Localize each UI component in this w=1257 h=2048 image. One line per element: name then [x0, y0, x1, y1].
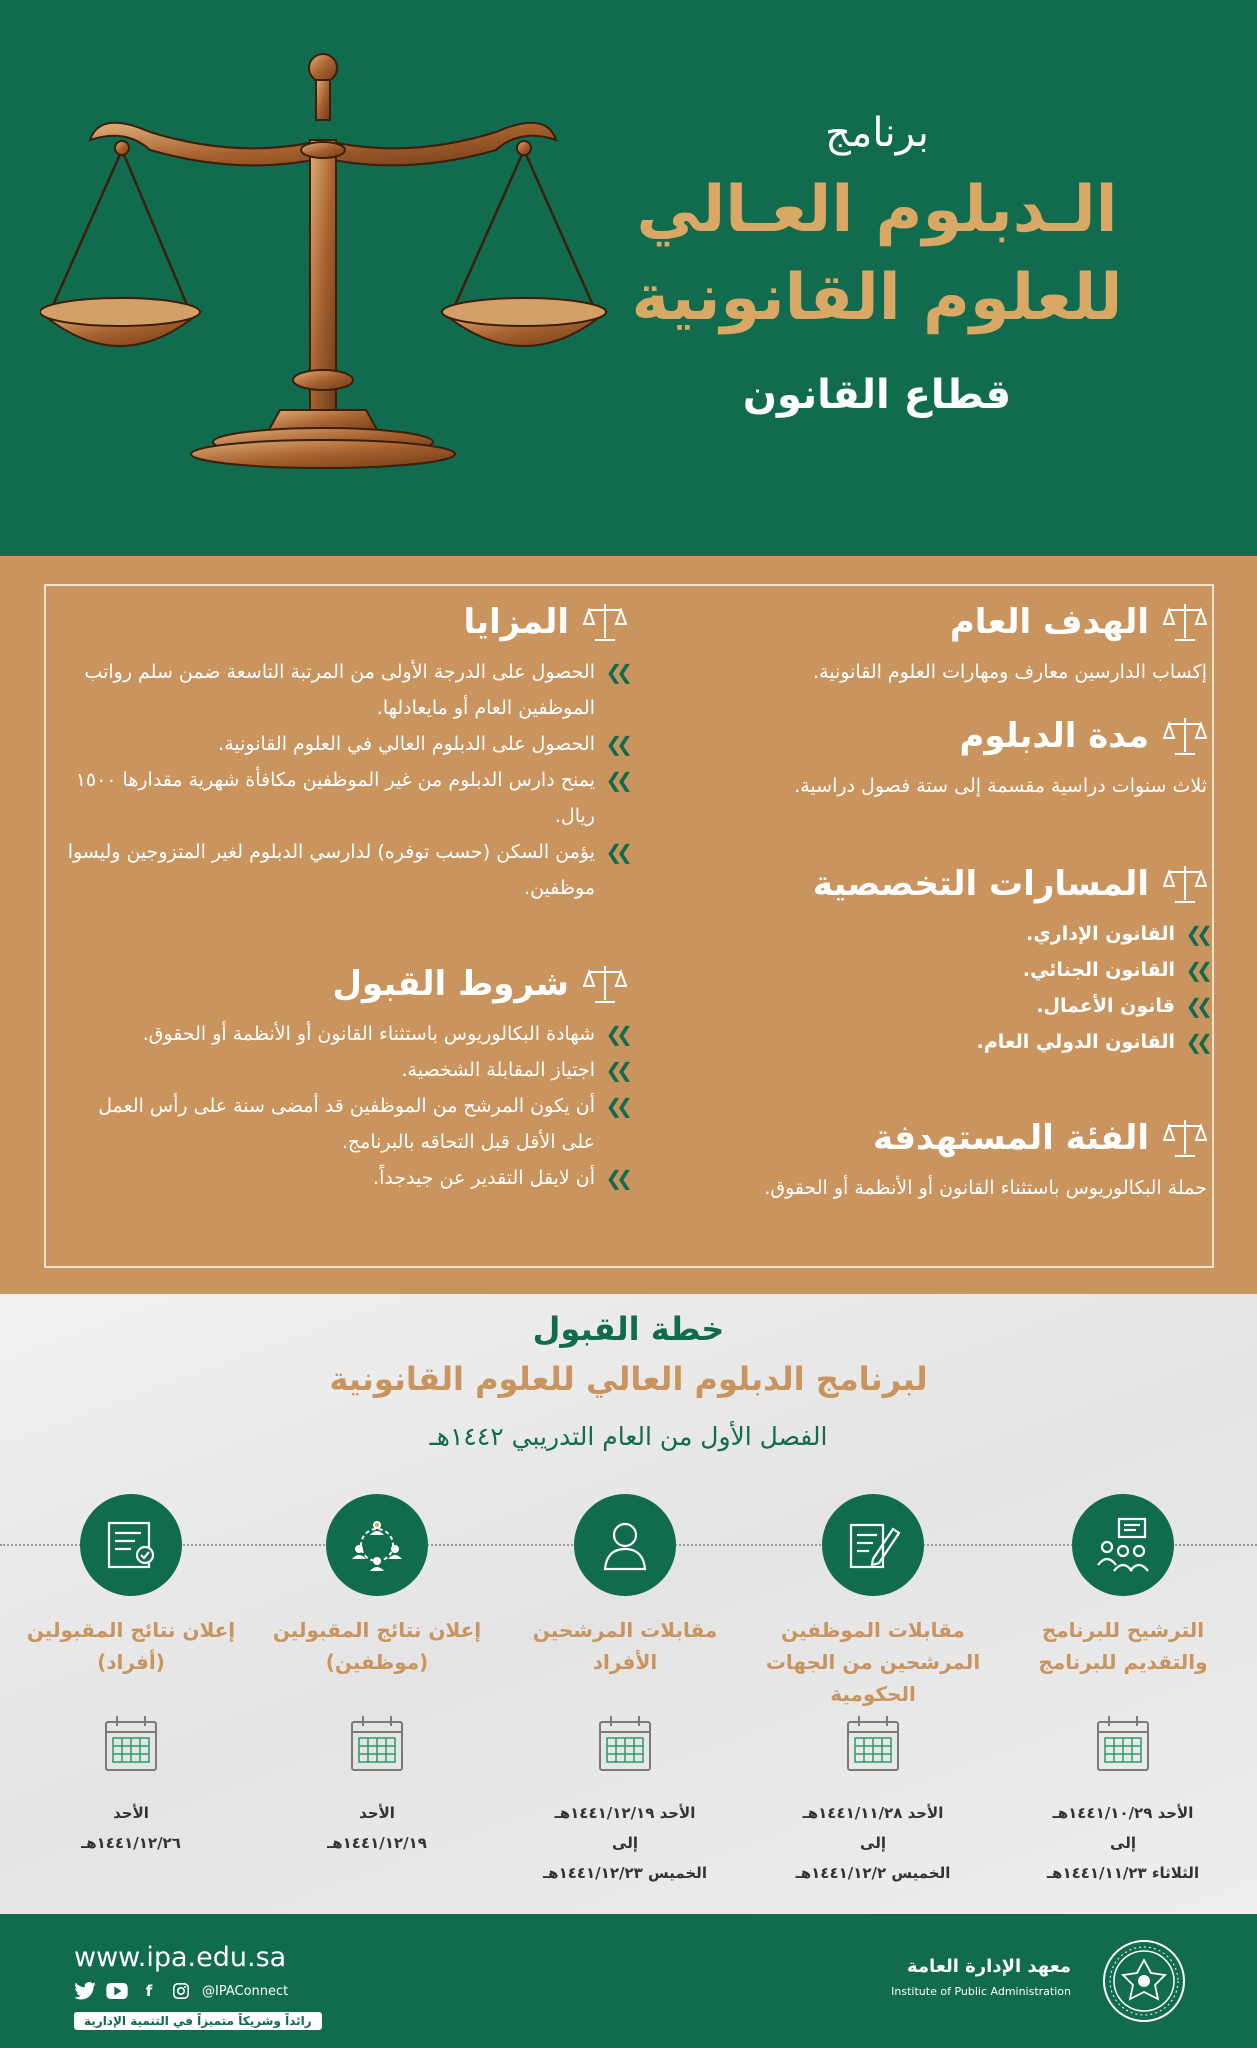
ipa-logo-icon	[1101, 1938, 1187, 2024]
list-item: ❯❯ يمنح دارس الدبلوم من غير الموظفين مكافأة شهرية مقدارها ١٥٠٠ ريال.	[67, 762, 627, 834]
double-chevron-icon: ❯❯	[605, 1022, 627, 1046]
double-chevron-icon: ❯❯	[1185, 958, 1207, 982]
website-link[interactable]: www.ipa.edu.sa	[74, 1942, 287, 1973]
step-icon-circle	[1072, 1494, 1174, 1596]
twitter-icon[interactable]	[74, 1982, 96, 2000]
admission-section	[67, 958, 627, 1196]
list-item: ❯❯ القانون الجنائي.	[667, 952, 1207, 988]
plan-step	[252, 1494, 502, 1858]
step-date: الأحد ١٤٤١/١٢/٢٦هـ	[81, 1804, 181, 1852]
plan-title: خطة القبول	[532, 1310, 725, 1348]
list-item: ❯❯ الحصول على الدرجة الأولى من المرتبة التاسعة ضمن سلم رواتب الموظفين العام أو مايعادلها.	[67, 654, 627, 726]
duration-title: مدة الدبلوم	[959, 716, 1149, 756]
step-icon-circle	[326, 1494, 428, 1596]
social-handle[interactable]: @IPAConnect	[202, 1983, 289, 1999]
list-item: ❯❯ أن لايقل التقدير عن جيدجداً.	[67, 1160, 627, 1196]
scale-icon	[583, 600, 627, 644]
presentation-group-icon	[1093, 1515, 1153, 1575]
benefits-section	[67, 596, 627, 906]
list-item: ❯❯ أن يكون المرشح من الموظفين قد أمضى سنة على رأس العمل على الأقل قبل التحاقه بالبرنامج.	[67, 1088, 627, 1160]
step-date: الأحد ١٤٤١/١١/٢٨هـ إلى الخميس ١٤٤١/١٢/٢هـ	[795, 1804, 951, 1882]
step-label: مقابلات الموظفين المرشحين من الجهات الحكومية	[765, 1618, 981, 1706]
goal-title: الهدف العام	[949, 602, 1149, 642]
calendar-icon	[103, 1714, 159, 1774]
institute-name	[891, 1956, 1071, 1998]
step-label: إعلان نتائج المقبولين (أفراد)	[26, 1618, 236, 1674]
double-chevron-icon: ❯❯	[605, 1094, 627, 1118]
double-chevron-icon: ❯❯	[1185, 994, 1207, 1018]
step-date: الأحد ١٤٤١/١٢/١٩هـ	[327, 1804, 427, 1852]
step-label: الترشيح للبرنامج والتقديم للبرنامج	[1038, 1618, 1208, 1674]
double-chevron-icon: ❯❯	[605, 840, 627, 864]
goal-text: إكساب الدارسين معارف ومهارات العلوم القانونية.	[813, 661, 1207, 683]
double-chevron-icon: ❯❯	[605, 732, 627, 756]
social-links	[74, 1982, 288, 2000]
step-date: الأحد ١٤٤١/١٢/١٩هـ إلى الخميس ١٤٤١/١٢/٢٣هـ	[543, 1804, 707, 1882]
justice-scale-icon	[40, 50, 620, 490]
certificate-icon	[101, 1515, 161, 1575]
admission-title: شروط القبول	[332, 964, 569, 1004]
step-label: مقابلات المرشحين الأفراد	[532, 1618, 718, 1674]
tracks-section	[667, 858, 1207, 1060]
double-chevron-icon: ❯❯	[605, 1058, 627, 1082]
scale-icon	[1163, 714, 1207, 758]
admission-plan-section	[0, 1294, 1257, 1914]
scale-icon	[583, 962, 627, 1006]
plan-step	[998, 1494, 1248, 1888]
double-chevron-icon: ❯❯	[1185, 922, 1207, 946]
double-chevron-icon: ❯❯	[1185, 1030, 1207, 1054]
list-item: ❯❯ القانون الإداري.	[667, 916, 1207, 952]
info-column-left	[67, 596, 627, 1276]
plan-subtitle: لبرنامج الدبلوم العالي للعلوم القانونية	[329, 1360, 928, 1398]
list-item: ❯❯ شهادة البكالوريوس باستثناء القانون أو الأنظمة أو الحقوق.	[67, 1016, 627, 1052]
plan-semester: الفصل الأول من العام التدريبي ١٤٤٢هـ	[429, 1422, 828, 1451]
plan-step	[748, 1494, 998, 1888]
admission-list	[67, 1016, 627, 1196]
calendar-icon	[845, 1714, 901, 1774]
footer	[0, 1914, 1257, 2048]
benefits-title: المزايا	[463, 602, 569, 642]
document-pen-icon	[843, 1515, 903, 1575]
scale-icon	[1163, 600, 1207, 644]
list-item: ❯❯ القانون الدولي العام.	[667, 1024, 1207, 1060]
plan-step	[500, 1494, 750, 1888]
tagline-badge: رائداً وشريكاً متميزاً في التنمية الإدارية	[74, 2012, 322, 2030]
list-item: ❯❯ قانون الأعمال.	[667, 988, 1207, 1024]
scale-icon	[1163, 1116, 1207, 1160]
person-icon	[595, 1515, 655, 1575]
program-label: برنامج	[825, 110, 929, 156]
info-section	[0, 556, 1257, 1294]
target-title: الفئة المستهدفة	[873, 1118, 1149, 1158]
list-item: ❯❯ اجتياز المقابلة الشخصية.	[67, 1052, 627, 1088]
main-title-line2: للعلوم القانونية	[631, 261, 1123, 335]
youtube-icon[interactable]	[106, 1982, 128, 2000]
tracks-list	[667, 916, 1207, 1060]
plan-step	[6, 1494, 256, 1858]
list-item: ❯❯ الحصول على الدبلوم العالي في العلوم القانونية.	[67, 726, 627, 762]
facebook-icon[interactable]: f	[145, 1982, 153, 2000]
header-banner	[0, 0, 1257, 556]
main-title-line1: الـدبلوم العـالي	[636, 173, 1118, 247]
calendar-icon	[597, 1714, 653, 1774]
info-column-right	[667, 596, 1207, 1276]
scale-icon	[1163, 862, 1207, 906]
tracks-title: المسارات التخصصية	[812, 864, 1149, 904]
goal-section	[667, 596, 1207, 690]
list-item: ❯❯ يؤمن السكن (حسب توفره) لدارسي الدبلوم لغير المتزوجين وليسوا موظفين.	[67, 834, 627, 906]
instagram-icon[interactable]	[170, 1982, 192, 2000]
double-chevron-icon: ❯❯	[605, 768, 627, 792]
duration-section	[667, 710, 1207, 804]
title-block	[597, 110, 1157, 418]
benefits-list	[67, 654, 627, 906]
institute-name-ar: معهد الإدارة العامة	[907, 1956, 1071, 1977]
target-section	[667, 1112, 1207, 1206]
sector-title: قطاع القانون	[742, 372, 1012, 418]
target-text: حملة البكالوريوس باستثناء القانون أو الأنظمة أو الحقوق.	[764, 1177, 1207, 1199]
step-icon-circle	[574, 1494, 676, 1596]
institute-name-en: Institute of Public Administration	[891, 1985, 1071, 1998]
duration-text: ثلاث سنوات دراسية مقسمة إلى ستة فصول دراسية.	[794, 775, 1207, 797]
calendar-icon	[349, 1714, 405, 1774]
network-people-icon	[347, 1515, 407, 1575]
calendar-icon	[1095, 1714, 1151, 1774]
step-date: الأحد ١٤٤١/١٠/٢٩هـ إلى الثلاثاء ١٤٤١/١١/٢٣هـ	[1046, 1804, 1200, 1882]
double-chevron-icon: ❯❯	[605, 1166, 627, 1190]
double-chevron-icon: ❯❯	[605, 660, 627, 684]
step-label: إعلان نتائج المقبولين (موظفين)	[272, 1618, 482, 1674]
step-icon-circle	[80, 1494, 182, 1596]
step-icon-circle	[822, 1494, 924, 1596]
